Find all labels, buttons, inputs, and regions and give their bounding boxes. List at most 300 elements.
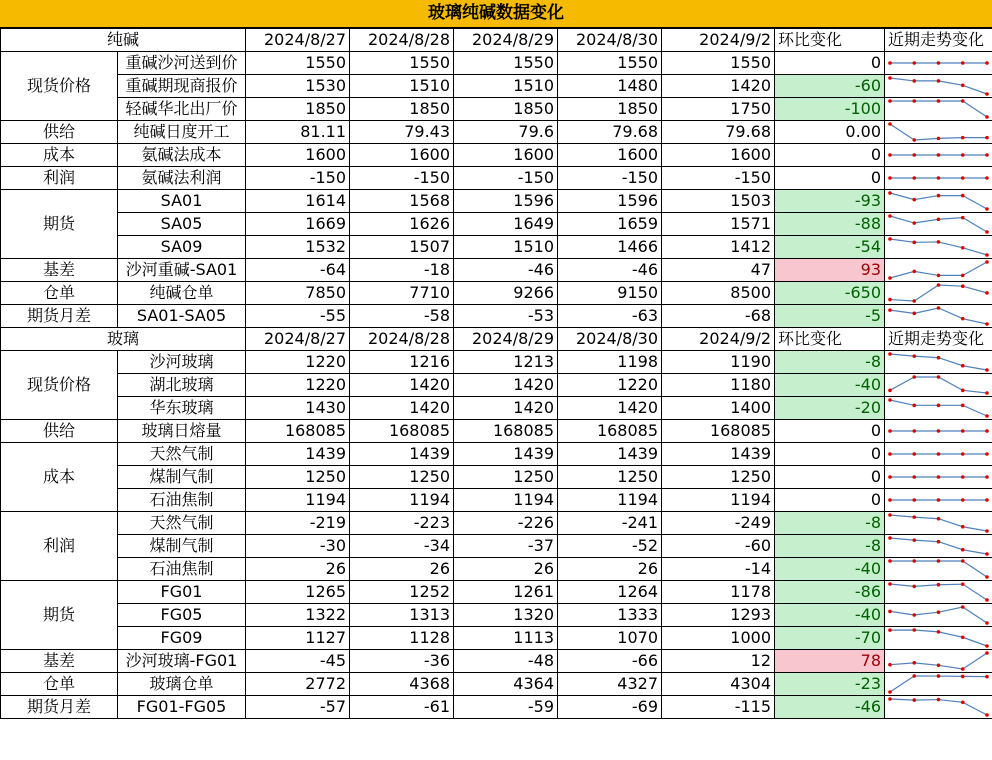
change-cell: 0 <box>775 144 885 167</box>
value-cell: 168085 <box>558 420 662 443</box>
trend-cell <box>885 696 992 719</box>
sparkline-point <box>912 674 916 678</box>
value-cell: -249 <box>662 512 775 535</box>
sparkline-point <box>912 698 916 702</box>
table-row <box>1 627 992 650</box>
table-row <box>1 696 992 719</box>
trend-cell <box>885 374 992 397</box>
table-row <box>1 673 992 696</box>
indicator-name: 石油焦制 <box>118 489 246 512</box>
value-cell: 4327 <box>558 673 662 696</box>
table-row <box>1 650 992 673</box>
sparkline-point <box>888 76 892 80</box>
value-cell: 1439 <box>662 443 775 466</box>
value-cell: 1532 <box>246 236 350 259</box>
indicator-name: FG01 <box>118 581 246 604</box>
sparkline-point <box>985 452 989 456</box>
sparkline-point <box>937 517 941 521</box>
sparkline-point <box>888 610 892 614</box>
value-cell: 1190 <box>662 351 775 374</box>
value-cell: 1550 <box>662 52 775 75</box>
trend-cell <box>885 466 992 489</box>
trend-sparkline <box>885 213 992 235</box>
sparkline-point <box>937 583 941 587</box>
sparkline-point <box>912 138 916 142</box>
value-cell: 1600 <box>246 144 350 167</box>
sparkline-point <box>985 621 989 625</box>
trend-cell <box>885 282 992 305</box>
sparkline-point <box>912 79 916 83</box>
sparkline-line <box>890 699 987 715</box>
sparkline-point <box>912 452 916 456</box>
category-cell: 成本 <box>1 443 118 512</box>
value-cell: 1194 <box>350 489 454 512</box>
date-header: 2024/9/2 <box>662 29 775 52</box>
trend-sparkline <box>885 604 992 626</box>
change-cell: -20 <box>775 397 885 420</box>
sparkline-point <box>985 136 989 140</box>
trend-cell <box>885 650 992 673</box>
trend-cell <box>885 213 992 236</box>
sparkline-point <box>961 194 965 198</box>
sparkline-point <box>888 99 892 103</box>
value-cell: 79.68 <box>662 121 775 144</box>
table-row <box>1 52 992 75</box>
indicator-name: 玻璃日熔量 <box>118 420 246 443</box>
trend-cell <box>885 397 992 420</box>
change-cell: -54 <box>775 236 885 259</box>
value-cell: 1550 <box>246 52 350 75</box>
value-cell: 1596 <box>454 190 558 213</box>
date-header: 2024/8/27 <box>246 328 350 351</box>
value-cell: 1313 <box>350 604 454 627</box>
value-cell: 1265 <box>246 581 350 604</box>
sheet-title: 玻璃纯碱数据变化 <box>0 0 992 28</box>
value-cell: 1626 <box>350 213 454 236</box>
sparkline-point <box>985 429 989 433</box>
value-cell: -14 <box>662 558 775 581</box>
sparkline-line <box>890 676 987 692</box>
indicator-name: FG05 <box>118 604 246 627</box>
sparkline-point <box>961 548 965 552</box>
sparkline-point <box>985 391 989 395</box>
value-cell: -45 <box>246 650 350 673</box>
change-header: 环比变化 <box>775 29 885 52</box>
sparkline-point <box>912 299 916 303</box>
indicator-name: 华东玻璃 <box>118 397 246 420</box>
value-cell: 1194 <box>454 489 558 512</box>
sparkline-point <box>985 153 989 157</box>
sparkline-point <box>985 253 989 257</box>
value-cell: -57 <box>246 696 350 719</box>
sparkline-point <box>961 99 965 103</box>
table-row <box>1 190 992 213</box>
value-cell: -150 <box>662 167 775 190</box>
sparkline-point <box>985 176 989 180</box>
table-row <box>1 489 992 512</box>
trend-sparkline <box>885 75 992 97</box>
table-row <box>1 535 992 558</box>
category-cell: 成本 <box>1 144 118 167</box>
value-cell: 26 <box>246 558 350 581</box>
indicator-name: 重碱沙河送到价 <box>118 52 246 75</box>
trend-cell <box>885 558 992 581</box>
sparkline-point <box>961 429 965 433</box>
change-cell: 78 <box>775 650 885 673</box>
category-cell: 供给 <box>1 420 118 443</box>
table-row <box>1 259 992 282</box>
sparkline-point <box>961 364 965 368</box>
indicator-name: SA01-SA05 <box>118 305 246 328</box>
sparkline-point <box>937 475 941 479</box>
value-cell: -30 <box>246 535 350 558</box>
date-header: 2024/9/2 <box>662 328 775 351</box>
change-cell: -86 <box>775 581 885 604</box>
sparkline-point <box>888 690 892 694</box>
sparkline-point <box>985 598 989 602</box>
table-row <box>1 167 992 190</box>
data-table <box>0 28 992 719</box>
value-cell: -223 <box>350 512 454 535</box>
sparkline-point <box>888 475 892 479</box>
change-cell: -650 <box>775 282 885 305</box>
value-cell: -34 <box>350 535 454 558</box>
value-cell: 4368 <box>350 673 454 696</box>
value-cell: -241 <box>558 512 662 535</box>
sparkline-point <box>985 61 989 65</box>
sparkline-line <box>890 377 987 393</box>
sparkline-point <box>912 375 916 379</box>
sparkline-point <box>985 713 989 717</box>
change-cell: -8 <box>775 512 885 535</box>
value-cell: 1198 <box>558 351 662 374</box>
sparkline-point <box>937 429 941 433</box>
category-cell: 期货 <box>1 581 118 650</box>
value-cell: 1213 <box>454 351 558 374</box>
sparkline-point <box>912 538 916 542</box>
value-cell: 12 <box>662 650 775 673</box>
value-cell: 4364 <box>454 673 558 696</box>
value-cell: 7850 <box>246 282 350 305</box>
sparkline-line <box>890 561 987 577</box>
value-cell: -150 <box>350 167 454 190</box>
indicator-name: FG09 <box>118 627 246 650</box>
value-cell: 1412 <box>662 236 775 259</box>
table-row <box>1 466 992 489</box>
value-cell: 1510 <box>454 75 558 98</box>
table-row <box>1 282 992 305</box>
sparkline-point <box>961 701 965 705</box>
value-cell: 1510 <box>454 236 558 259</box>
trend-sparkline <box>885 581 992 603</box>
section-header-row <box>1 29 992 52</box>
value-cell: 1850 <box>558 98 662 121</box>
date-header: 2024/8/27 <box>246 29 350 52</box>
category-cell: 供给 <box>1 121 118 144</box>
sparkline-point <box>961 216 965 220</box>
value-cell: 168085 <box>662 420 775 443</box>
value-cell: 1194 <box>246 489 350 512</box>
sparkline-line <box>890 285 987 301</box>
indicator-name: 氨碱法成本 <box>118 144 246 167</box>
sparkline-point <box>937 498 941 502</box>
value-cell: 1550 <box>454 52 558 75</box>
sparkline-point <box>888 559 892 563</box>
value-cell: 2772 <box>246 673 350 696</box>
sparkline-point <box>937 137 941 141</box>
date-header: 2024/8/29 <box>454 328 558 351</box>
trend-sparkline <box>885 673 992 695</box>
sparkline-point <box>912 559 916 563</box>
indicator-name: 纯碱仓单 <box>118 282 246 305</box>
value-cell: 9150 <box>558 282 662 305</box>
trend-cell <box>885 581 992 604</box>
change-cell: 0 <box>775 420 885 443</box>
date-header: 2024/8/28 <box>350 328 454 351</box>
indicator-name: 石油焦制 <box>118 558 246 581</box>
sparkline-point <box>961 675 965 679</box>
sparkline-point <box>937 306 941 310</box>
sparkline-point <box>985 552 989 556</box>
sparkline-point <box>888 628 892 632</box>
category-cell: 期货月差 <box>1 305 118 328</box>
sparkline-point <box>985 675 989 679</box>
value-cell: 1480 <box>558 75 662 98</box>
sparkline-point <box>985 230 989 234</box>
value-cell: 1571 <box>662 213 775 236</box>
table-row <box>1 558 992 581</box>
sparkline-point <box>961 284 965 288</box>
value-cell: 1293 <box>662 604 775 627</box>
value-cell: 168085 <box>454 420 558 443</box>
value-cell: -46 <box>454 259 558 282</box>
value-cell: -58 <box>350 305 454 328</box>
trend-cell <box>885 236 992 259</box>
sparkline-point <box>937 217 941 221</box>
value-cell: 1600 <box>350 144 454 167</box>
sparkline-point <box>912 354 916 358</box>
value-cell: 1261 <box>454 581 558 604</box>
change-cell: 0 <box>775 489 885 512</box>
trend-sparkline <box>885 282 992 304</box>
change-cell: 93 <box>775 259 885 282</box>
sparkline-point <box>912 61 916 65</box>
value-cell: -68 <box>662 305 775 328</box>
change-cell: 0 <box>775 167 885 190</box>
value-cell: 1614 <box>246 190 350 213</box>
value-cell: 1420 <box>454 397 558 420</box>
sparkline-point <box>888 61 892 65</box>
sparkline-point <box>985 322 989 326</box>
value-cell: 1220 <box>246 351 350 374</box>
sparkline-point <box>888 298 892 302</box>
table-row <box>1 374 992 397</box>
sparkline-point <box>961 389 965 393</box>
value-cell: 1439 <box>558 443 662 466</box>
value-cell: -64 <box>246 259 350 282</box>
value-cell: 1550 <box>350 52 454 75</box>
date-header: 2024/8/28 <box>350 29 454 52</box>
indicator-name: SA01 <box>118 190 246 213</box>
indicator-name: 重碱期现商报价 <box>118 75 246 98</box>
trend-sparkline <box>885 98 992 120</box>
category-cell: 仓单 <box>1 282 118 305</box>
trend-cell <box>885 190 992 213</box>
sparkline-point <box>937 283 941 287</box>
sparkline-point <box>937 79 941 83</box>
indicator-name: 轻碱华北出厂价 <box>118 98 246 121</box>
value-cell: 79.6 <box>454 121 558 144</box>
sparkline-point <box>912 404 916 408</box>
trend-cell <box>885 259 992 282</box>
change-cell: 0.00 <box>775 121 885 144</box>
sparkline-point <box>888 536 892 540</box>
value-cell: 79.43 <box>350 121 454 144</box>
value-cell: 1649 <box>454 213 558 236</box>
value-cell: 1600 <box>454 144 558 167</box>
value-cell: 168085 <box>246 420 350 443</box>
table-row <box>1 512 992 535</box>
sparkline-point <box>937 674 941 678</box>
sparkline-point <box>888 122 892 126</box>
sparkline-point <box>985 575 989 579</box>
value-cell: 26 <box>454 558 558 581</box>
sparkline-point <box>985 529 989 533</box>
sparkline-point <box>888 513 892 517</box>
value-cell: 7710 <box>350 282 454 305</box>
sparkline-point <box>937 153 941 157</box>
value-cell: -37 <box>454 535 558 558</box>
value-cell: 8500 <box>662 282 775 305</box>
date-header: 2024/8/30 <box>558 29 662 52</box>
indicator-name: 沙河重碱-SA01 <box>118 259 246 282</box>
trend-header: 近期走势变化 <box>885 29 992 52</box>
trend-cell <box>885 351 992 374</box>
indicator-name: 沙河玻璃 <box>118 351 246 374</box>
value-cell: 1420 <box>454 374 558 397</box>
trend-sparkline <box>885 305 992 327</box>
sparkline-point <box>937 176 941 180</box>
sparkline-point <box>888 697 892 701</box>
trend-sparkline <box>885 144 992 166</box>
sparkline-point <box>937 274 941 278</box>
section-name: 玻璃 <box>1 328 246 351</box>
sparkline-line <box>890 308 987 324</box>
value-cell: 1252 <box>350 581 454 604</box>
sparkline-point <box>912 498 916 502</box>
value-cell: -226 <box>454 512 558 535</box>
change-cell: -8 <box>775 351 885 374</box>
sparkline-point <box>888 663 892 667</box>
table-row <box>1 98 992 121</box>
trend-header: 近期走势变化 <box>885 328 992 351</box>
sparkline-point <box>985 291 989 295</box>
sparkline-point <box>888 582 892 586</box>
sparkline-point <box>985 260 989 264</box>
sparkline-point <box>937 540 941 544</box>
indicator-name: 纯碱日度开工 <box>118 121 246 144</box>
section-name: 纯碱 <box>1 29 246 52</box>
sparkline-point <box>961 61 965 65</box>
value-cell: 1194 <box>558 489 662 512</box>
value-cell: -48 <box>454 650 558 673</box>
value-cell: 1420 <box>662 75 775 98</box>
section-header-row <box>1 328 992 351</box>
sparkline-point <box>937 356 941 360</box>
sparkline-point <box>888 429 892 433</box>
sparkline-point <box>912 475 916 479</box>
trend-cell <box>885 535 992 558</box>
trend-sparkline <box>885 512 992 534</box>
value-cell: 1600 <box>558 144 662 167</box>
sparkline-point <box>912 241 916 245</box>
sparkline-point <box>937 240 941 244</box>
sparkline-point <box>937 452 941 456</box>
indicator-name: FG01-FG05 <box>118 696 246 719</box>
sparkline-point <box>985 92 989 96</box>
value-cell: 1070 <box>558 627 662 650</box>
sparkline-point <box>961 605 965 609</box>
change-cell: -40 <box>775 604 885 627</box>
table-row <box>1 305 992 328</box>
change-cell: -60 <box>775 75 885 98</box>
value-cell: 1420 <box>350 397 454 420</box>
value-cell: 79.68 <box>558 121 662 144</box>
value-cell: 1850 <box>350 98 454 121</box>
trend-cell <box>885 489 992 512</box>
sparkline-point <box>961 559 965 563</box>
value-cell: 4304 <box>662 673 775 696</box>
trend-cell <box>885 443 992 466</box>
value-cell: 1250 <box>454 466 558 489</box>
sparkline-point <box>888 498 892 502</box>
value-cell: -66 <box>558 650 662 673</box>
value-cell: -53 <box>454 305 558 328</box>
category-cell: 利润 <box>1 512 118 581</box>
value-cell: 1430 <box>246 397 350 420</box>
sparkline-point <box>912 585 916 589</box>
value-cell: 1439 <box>350 443 454 466</box>
sparkline-point <box>912 153 916 157</box>
change-cell: 0 <box>775 443 885 466</box>
trend-sparkline <box>885 190 992 212</box>
value-cell: 26 <box>350 558 454 581</box>
value-cell: 1220 <box>558 374 662 397</box>
value-cell: 1127 <box>246 627 350 650</box>
change-cell: -23 <box>775 673 885 696</box>
sparkline-point <box>888 398 892 402</box>
trend-cell <box>885 305 992 328</box>
value-cell: -61 <box>350 696 454 719</box>
trend-sparkline <box>885 420 992 442</box>
value-cell: 1659 <box>558 213 662 236</box>
value-cell: 1507 <box>350 236 454 259</box>
sparkline-point <box>985 414 989 418</box>
change-cell: -40 <box>775 558 885 581</box>
value-cell: 1466 <box>558 236 662 259</box>
sparkline-point <box>912 221 916 225</box>
change-cell: -40 <box>775 374 885 397</box>
sparkline-point <box>961 525 965 529</box>
trend-sparkline <box>885 650 992 672</box>
sparkline-point <box>961 153 965 157</box>
trend-cell <box>885 98 992 121</box>
value-cell: 1420 <box>350 374 454 397</box>
sparkline-point <box>961 498 965 502</box>
trend-sparkline <box>885 236 992 258</box>
value-cell: 1596 <box>558 190 662 213</box>
value-cell: 1250 <box>558 466 662 489</box>
